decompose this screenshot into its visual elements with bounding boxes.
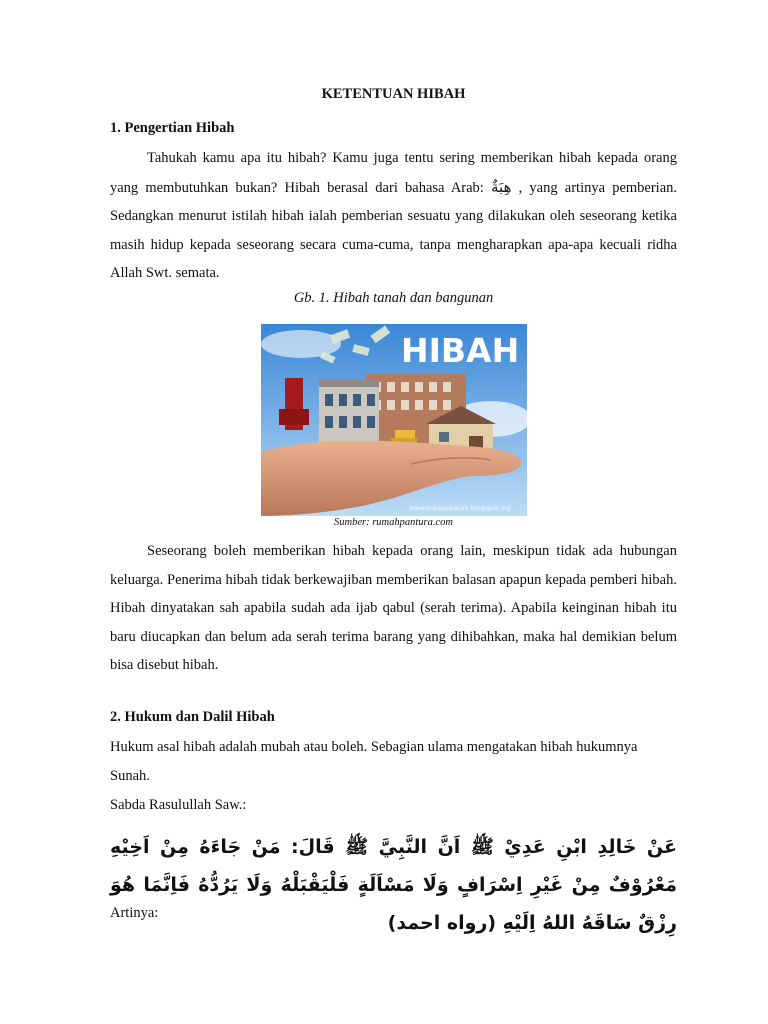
hibah-illustration <box>261 324 527 516</box>
conditions-text: Seseorang boleh memberikan hibah kepada orang lain, meskipun tidak ada hubungan keluarga. Penerima hibah tidak berkewajiban memberikan balasan apapun kepada pemberi hibah. Hibah dinyatakan sah apabila sudah ada ijab qabul (serah terima). Apabila keinginan hibah itu baru diucapkan dan belum ada serah terima barang yang dihibahkan, maka hal demikian belum bisa disebut hibah. <box>110 543 677 673</box>
figure-image-hibah <box>261 324 527 516</box>
paragraph-definition <box>110 144 677 288</box>
section-2-heading: 2. Hukum dan Dalil Hibah <box>110 709 275 725</box>
section-1-heading: 1. Pengertian Hibah <box>110 120 235 136</box>
sabda-label: Sabda Rasulullah Saw.: <box>110 797 247 813</box>
definition-text-1: Tahukah kamu apa itu hibah? Kamu juga tentu sering memberikan hibah kepada orang yang membutuhkan bukan? Hibah berasal dari bahasa Arab: <box>110 150 677 196</box>
page-title: KETENTUAN HIBAH <box>321 86 466 102</box>
arabic-word-hibah: هِبَةٌ <box>491 177 512 196</box>
artinya-label: Artinya: <box>110 905 159 921</box>
figure-source: Sumber: rumahpantura.com <box>334 517 453 528</box>
figure-banner: HIBAH <box>401 331 520 370</box>
paragraph-hukum: Hukum asal hibah adalah mubah atau boleh. Sebagian ulama mengatakan hibah hukumnya Sunah. <box>110 739 638 784</box>
figure-watermark: www.sukapepatah.blogspot.my <box>409 504 511 512</box>
hadith-arabic: عَنْ خَالِدِ ابْنِ عَدِيْ ﷺ اَنَّ النَّبِيَّ ﷺ قَالَ: مَنْ جَاءَهُ مِنْ اَخِيْهِ مَعْرُوْفٌ مِنْ غَيْرِ اِسْرَافٍ وَلَا مَسْاَلَةٍ فَلْيَقْبَلْهُ وَلَا يَرُدُّهُ فَاِنَّمَا هُوَ رِزْقٌ سَاقَهُ اللهُ اِلَيْهِ (رواه احمد) <box>110 836 677 934</box>
paragraph-conditions <box>110 537 677 680</box>
definition-text-2: , yang artinya pemberian. Sedangkan menurut istilah hibah ialah pemberian sesuatu yang dilakukan oleh seseorang ketika masih hidup kepada seseorang secara cuma-cuma, tanpa mengharapkan apa-apa kecuali ridha Allah Swt. semata. <box>110 179 678 281</box>
figure-caption: Gb. 1. Hibah tanah dan bangunan <box>293 290 494 306</box>
